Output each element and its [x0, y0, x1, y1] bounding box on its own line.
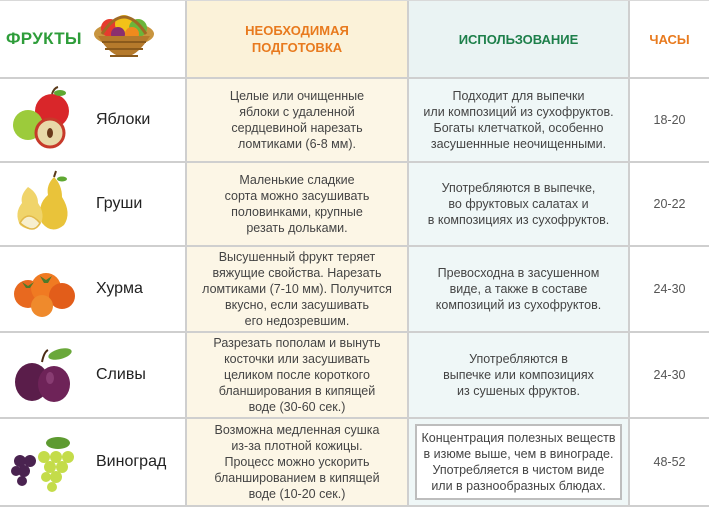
hours-plums: 24-30 — [630, 333, 709, 419]
header-prep-label: НЕОБХОДИМАЯ ПОДГОТОВКА — [245, 23, 349, 55]
hours-persimmon: 24-30 — [630, 247, 709, 333]
fruit-basket-icon — [88, 4, 160, 74]
header-use-label: ИСПОЛЬЗОВАНИЕ — [458, 31, 579, 47]
header-fruits-label: ФРУКТЫ — [6, 29, 82, 48]
fruit-name-plums: Сливы — [96, 366, 146, 383]
prep-grapes: Возможна медленная сушка из-за плотной кожицы. Процесс можно ускорить бланшированием в кипящей воде (10-20 сек.) — [187, 419, 409, 507]
pear-icon — [6, 169, 82, 239]
prep-persimmon: Высушенный фрукт теряет вяжущие свойства. Нарезать ломтиками (7-10 мм). Получится вкусно, если засушивать его недозревшим. — [187, 247, 409, 333]
fruit-cell-pears — [0, 163, 187, 247]
fruit-name-apples: Яблоки — [96, 111, 151, 128]
persimmon-icon — [6, 254, 82, 324]
fruit-name-pears: Груши — [96, 195, 143, 212]
header-fruits-cell — [0, 1, 187, 79]
hours-grapes: 48-52 — [630, 419, 709, 507]
use-plums: Употребляются в выпечке или композициях из сушеных фруктов. — [409, 333, 630, 419]
plum-icon — [6, 340, 82, 410]
prep-apples: Целые или очищенные яблоки с удаленной сердцевиной нарезать ломтиками (6-8 мм). — [187, 79, 409, 163]
apple-icon — [6, 85, 82, 155]
fruit-cell-apples — [0, 79, 187, 163]
use-pears: Употребляются в выпечке, во фруктовых салатах и в композициях из сухофруктов. — [409, 163, 630, 247]
header-use-cell — [409, 1, 630, 79]
use-grapes: Концентрация полезных веществ в изюме выше, чем в винограде. Употребляется в чистом виде или в разнообразных блюдах. — [415, 424, 622, 500]
use-persimmon: Превосходна в засушенном виде, а также в составе композиций из сухофруктов. — [409, 247, 630, 333]
hours-pears: 20-22 — [630, 163, 709, 247]
use-grapes-cell — [409, 419, 630, 507]
prep-plums: Разрезать пополам и вынуть косточки или засушивать целиком после короткого бланширования в кипящей воде (30-60 сек.) — [187, 333, 409, 419]
grape-icon — [6, 427, 82, 497]
prep-pears: Маленькие сладкие сорта можно засушивать половинками, крупные резать дольками. — [187, 163, 409, 247]
fruit-cell-persimmon — [0, 247, 187, 333]
header-hours-cell — [630, 1, 709, 79]
fruit-name-grapes: Виноград — [96, 453, 167, 470]
header-prep-cell — [187, 1, 409, 79]
hours-apples: 18-20 — [630, 79, 709, 163]
fruit-name-persimmon: Хурма — [96, 280, 143, 297]
fruit-cell-plums — [0, 333, 187, 419]
fruit-cell-grapes — [0, 419, 187, 507]
header-hours-label: ЧАСЫ — [649, 31, 690, 47]
use-apples: Подходит для выпечки или композиций из сухофруктов. Богаты клетчаткой, особенно засушеннные неочищенными. — [409, 79, 630, 163]
